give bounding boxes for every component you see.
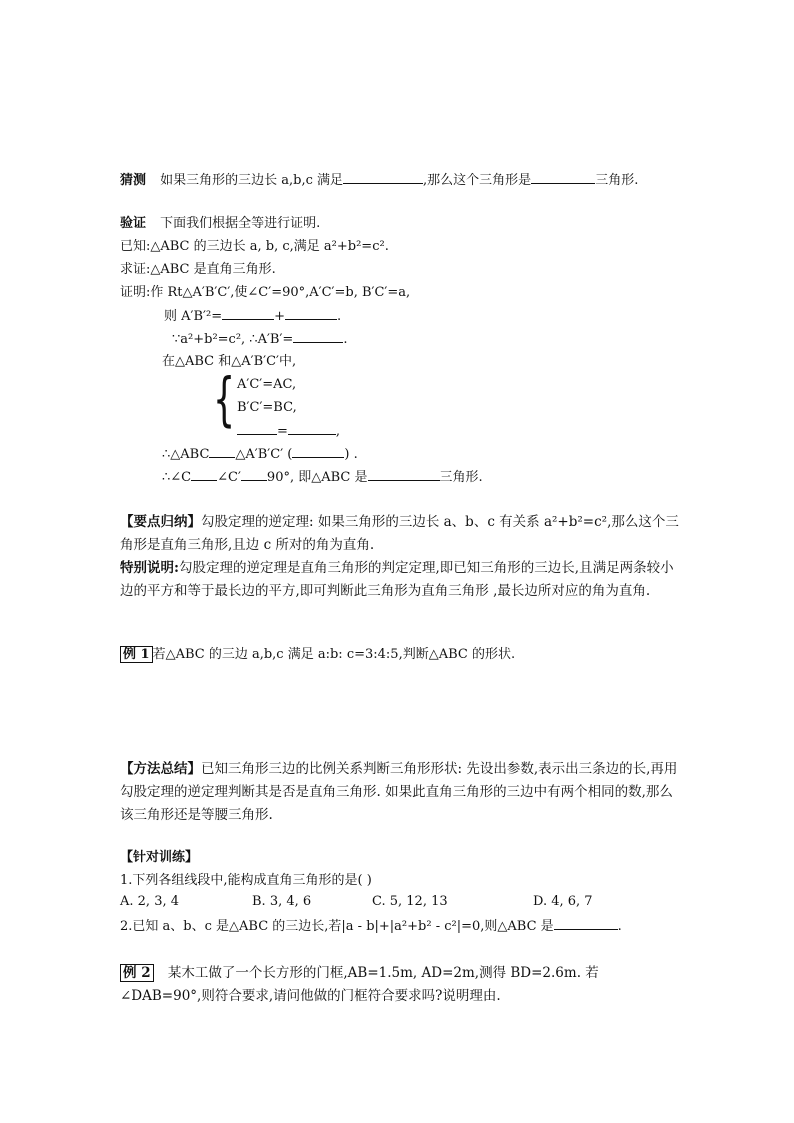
known-line: 已知:△ABC 的三边长 a, b, c,满足 a²+b²=c². <box>120 239 389 254</box>
special-text: 勾股定理的逆定理是直角三角形的判定定理,即已知三角形的三边长,且满足两条较小边的平方和等于最长边的平方,即可判断此三角形为直角三角形 ,最长边所对应的角为直角. <box>120 560 674 599</box>
concl2-blank-1[interactable] <box>191 467 217 481</box>
concl2-text-d: 三角形. <box>439 470 483 485</box>
q2-blank[interactable] <box>554 916 618 930</box>
training-q2 <box>120 916 622 937</box>
example1-label: 例 1 <box>120 646 153 663</box>
option-a[interactable]: A. 2, 3, 4 <box>120 894 179 909</box>
case3-blank-1[interactable] <box>237 421 277 435</box>
proof2-end: . <box>337 309 342 324</box>
concl2-text-a: ∴∠C <box>162 470 192 485</box>
keypoint-paragraph <box>120 511 680 557</box>
guess-label: 猜测 <box>120 173 147 188</box>
guess-text-1: 如果三角形的三边长 a,b,c 满足 <box>160 173 344 188</box>
concl2-text-c: 90°, 即△ABC 是 <box>266 470 368 485</box>
case3-blank-2[interactable] <box>288 421 336 435</box>
example1-text: 若△ABC 的三边 a,b,c 满足 a:b: c=3:4:5,判断△ABC 的形状. <box>152 647 516 662</box>
method-paragraph <box>120 758 680 827</box>
concl1-text-b: △A′B′C′ ( <box>235 447 293 462</box>
case-line-3 <box>237 421 340 442</box>
case-line-1: A′C′=AC, <box>237 377 297 392</box>
concl2-text-b: ∠C′ <box>217 470 241 485</box>
q2-end: . <box>617 919 622 934</box>
proof2-blank-2[interactable] <box>285 306 337 320</box>
proof2-text: 则 A′B′²= <box>164 309 223 324</box>
special-paragraph <box>120 557 680 603</box>
example2-paragraph <box>120 962 680 1008</box>
keypoint-text: 勾股定理的逆定理: 如果三角形的三边长 a、b、c 有关系 a²+b²=c²,那么这个三角形是直角三角形,且边 c 所对的角为直角. <box>120 514 679 553</box>
verify-label: 验证 <box>120 216 147 231</box>
verify-line <box>120 214 320 234</box>
method-text: 已知三角形三边的比例关系判断三角形形状: 先设出参数,表示出三条边的长,再用勾股定理的逆定理判断其是否是直角三角形. 如果此直角三角形的三边中有两个相同的数,那么该三角形还是等腰三角形. <box>120 761 678 823</box>
case3-end: , <box>335 424 341 439</box>
proof-line-1: 证明:作 Rt△A′B′C′,使∠C′=90°,A′C′=b, B′C′=a, <box>120 285 411 300</box>
option-c[interactable]: C. 5, 12, 13 <box>372 894 448 909</box>
q2-text: 2.已知 a、b、c 是△ABC 的三边长,若|a - b|+|a²+b² - c²|=0,则△ABC 是 <box>120 919 554 934</box>
proof2-plus: + <box>274 309 285 324</box>
left-brace: { <box>213 365 236 433</box>
proof-line-4: 在△ABC 和△A′B′C′中, <box>162 354 297 369</box>
proof-line-2 <box>164 306 341 327</box>
guess-text-2: ,那么这个三角形是 <box>423 173 532 188</box>
proof-line-3 <box>172 329 347 350</box>
training-label: 【针对训练】 <box>120 850 199 865</box>
concl2-blank-3[interactable] <box>368 467 440 481</box>
example2-label: 例 2 <box>120 964 154 982</box>
proof2-blank-1[interactable] <box>222 306 274 320</box>
option-b[interactable]: B. 3, 4, 6 <box>252 894 312 909</box>
concl1-text-c: ) . <box>344 447 358 462</box>
concl1-blank-2[interactable] <box>292 444 344 458</box>
special-label: 特别说明: <box>120 560 179 576</box>
training-q1: 1.下列各组线段中,能构成直角三角形的是( ) <box>120 873 372 888</box>
method-label: 【方法总结】 <box>120 761 201 777</box>
concl2-blank-2[interactable] <box>241 467 267 481</box>
case-line-2: B′C′=BC, <box>237 400 297 415</box>
case3-equals: = <box>277 424 288 439</box>
example1-line <box>120 645 515 665</box>
guess-blank-2[interactable] <box>531 170 595 184</box>
proof3-blank[interactable] <box>293 329 343 343</box>
keypoint-label: 【要点归纳】 <box>120 514 201 530</box>
proof3-end: . <box>343 332 348 347</box>
verify-intro: 下面我们根据全等进行证明. <box>160 216 321 231</box>
guess-line <box>120 170 638 191</box>
guess-text-3: 三角形. <box>595 173 639 188</box>
concl1-text-a: ∴△ABC <box>162 447 210 462</box>
proof3-text: ∵a²+b²=c², ∴A′B′= <box>172 332 294 347</box>
conclusion-line-2 <box>162 467 483 488</box>
example2-text: 某木工做了一个长方形的门框,AB=1.5m, AD=2m,测得 BD=2.6m. 若∠DAB=90°,则符合要求,请问他做的门框符合要求吗?说明理由. <box>120 965 599 1004</box>
prove-line: 求证:△ABC 是直角三角形. <box>120 262 276 277</box>
guess-blank-1[interactable] <box>343 170 423 184</box>
option-d[interactable]: D. 4, 6, 7 <box>533 894 593 909</box>
concl1-blank-1[interactable] <box>209 444 235 458</box>
conclusion-line-1 <box>162 444 358 465</box>
